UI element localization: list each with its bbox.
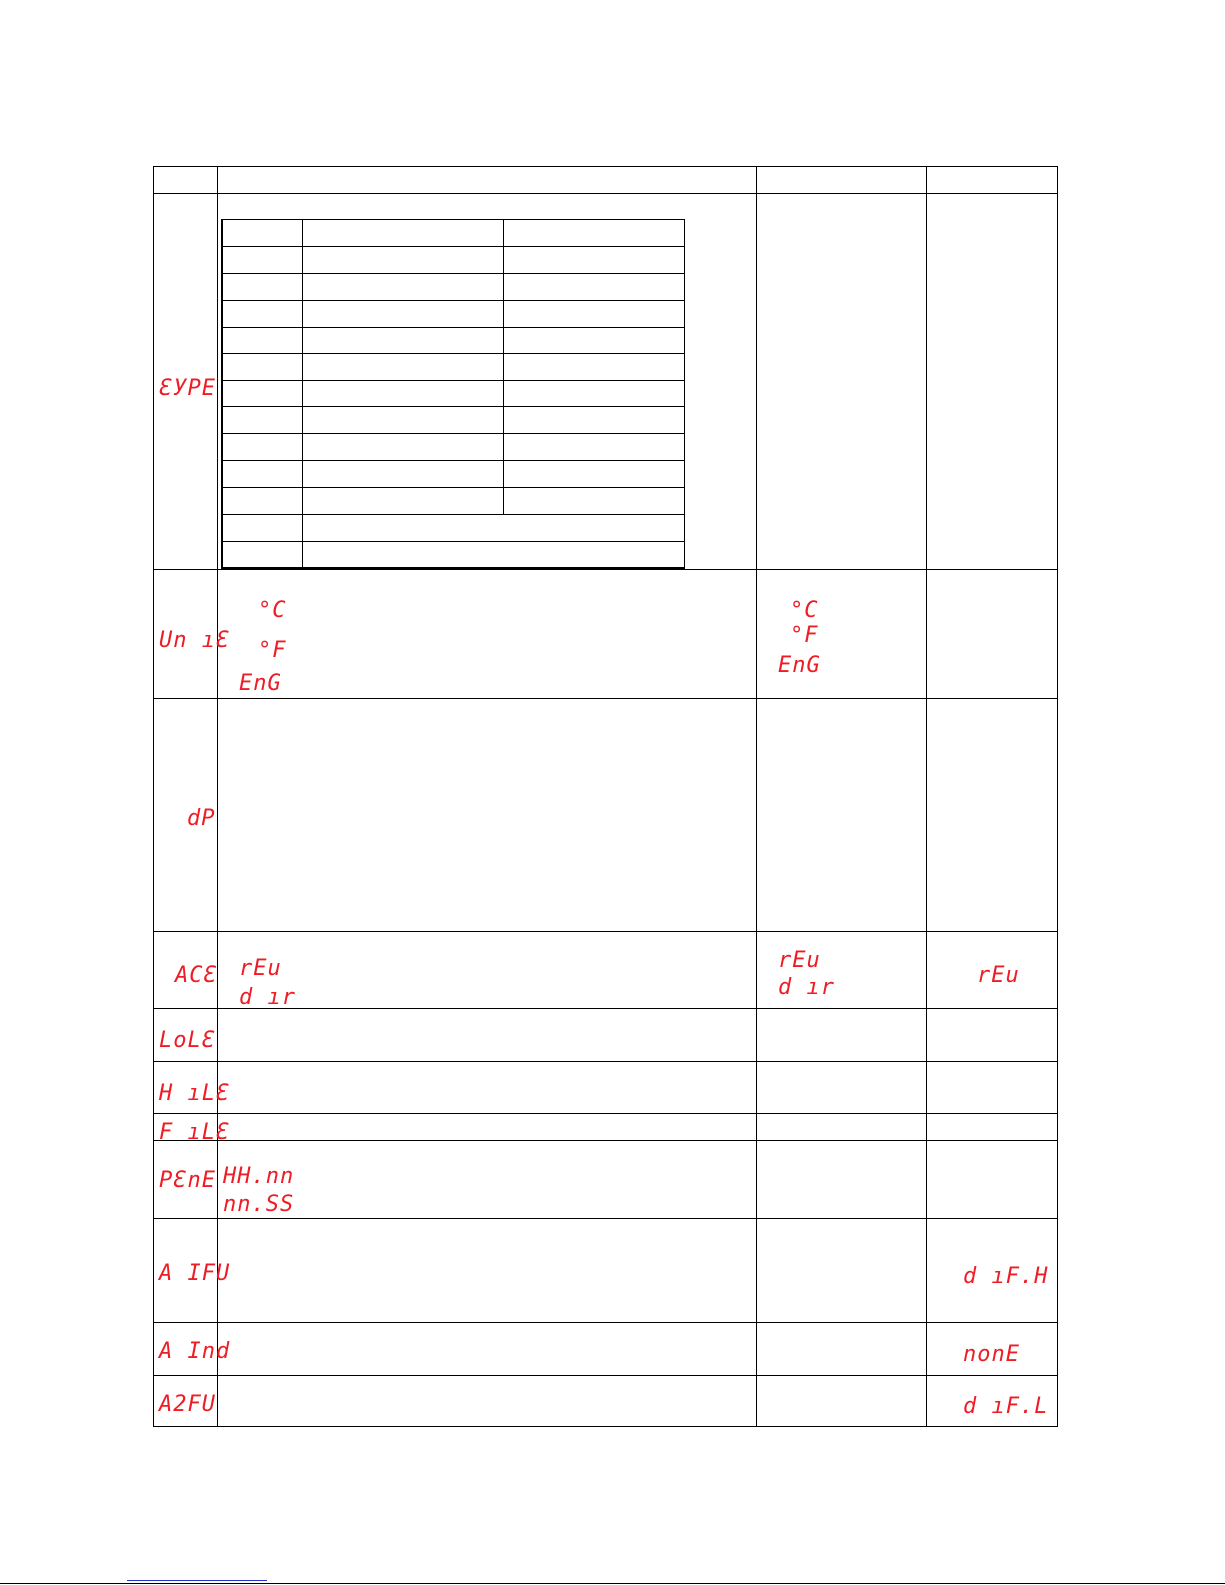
row-divider bbox=[153, 1140, 1058, 1141]
param-code-a1md: A Ind bbox=[159, 1339, 231, 1364]
subtable-row-line bbox=[221, 380, 685, 381]
act-range-dir: d ır bbox=[778, 975, 835, 1000]
ptme-option-hhmm: HH.nn bbox=[223, 1164, 295, 1189]
unit-option-f: °F bbox=[258, 638, 287, 663]
unit-option-c: °C bbox=[258, 598, 287, 623]
param-code-lolt: LoLƐ bbox=[159, 1028, 216, 1053]
param-code-a2fu: A2FU bbox=[159, 1392, 216, 1417]
ptme-option-mmss: nn.SS bbox=[223, 1192, 295, 1217]
unit-option-eng: EnG bbox=[239, 671, 282, 696]
act-option-rev: rEu bbox=[239, 956, 282, 981]
param-code-dp: dP bbox=[187, 806, 216, 831]
subtable-row-line bbox=[221, 487, 685, 488]
subtable-border-right bbox=[684, 219, 685, 569]
param-code-filt: F ıLƐ bbox=[159, 1120, 231, 1145]
col-divider-3 bbox=[926, 166, 927, 1427]
row-divider bbox=[153, 1218, 1058, 1219]
table-border-bottom bbox=[153, 1426, 1058, 1427]
subtable-row-line bbox=[221, 541, 685, 542]
header-row-divider bbox=[153, 193, 1058, 194]
row-divider bbox=[153, 931, 1058, 932]
col-divider-1 bbox=[217, 166, 218, 1427]
param-code-a1fu: A IFU bbox=[159, 1261, 231, 1286]
footer-link-underline bbox=[127, 1580, 267, 1581]
table-border-top bbox=[153, 166, 1058, 167]
param-code-hilt: H ıLƐ bbox=[159, 1081, 231, 1106]
row-divider bbox=[153, 1375, 1058, 1376]
footer-rule bbox=[0, 1583, 1225, 1584]
act-default: rEu bbox=[977, 963, 1020, 988]
a1md-default: nonE bbox=[963, 1342, 1020, 1367]
subtable-row-line bbox=[221, 353, 685, 354]
subtable-row-line bbox=[221, 460, 685, 461]
subtable-row-line bbox=[221, 300, 685, 301]
subtable-row-line bbox=[221, 514, 685, 515]
a1fu-default: d ıF.H bbox=[963, 1264, 1049, 1289]
subtable-col-divider bbox=[503, 219, 504, 514]
table-border-right bbox=[1057, 166, 1058, 1427]
subtable-row-line bbox=[221, 433, 685, 434]
unit-range-f: °F bbox=[790, 623, 819, 648]
subtable-row-line bbox=[221, 273, 685, 274]
subtable-border-bottom bbox=[221, 567, 685, 569]
row-divider bbox=[153, 1113, 1058, 1114]
subtable-border-left bbox=[221, 219, 223, 569]
a2fu-default: d ıF.L bbox=[963, 1394, 1049, 1419]
act-range-rev: rEu bbox=[778, 948, 821, 973]
subtable-col-divider bbox=[302, 219, 303, 569]
unit-range-c: °C bbox=[790, 598, 819, 623]
param-code-type: ƐУPE bbox=[159, 376, 216, 401]
subtable-row-line bbox=[221, 327, 685, 328]
row-divider bbox=[153, 569, 1058, 570]
unit-range-eng: EnG bbox=[778, 653, 821, 678]
row-divider bbox=[153, 1061, 1058, 1062]
row-divider bbox=[153, 698, 1058, 699]
param-code-unit: Un ıƐ bbox=[159, 628, 231, 653]
param-code-ptme: PƐnE bbox=[159, 1168, 216, 1193]
table-border-left bbox=[153, 166, 154, 1427]
col-divider-2 bbox=[756, 166, 757, 1427]
subtable-row-line bbox=[221, 246, 685, 247]
subtable-row-line bbox=[221, 406, 685, 407]
row-divider bbox=[153, 1322, 1058, 1323]
param-code-act: ACƐ bbox=[175, 963, 218, 988]
act-option-dir: d ır bbox=[239, 985, 296, 1010]
subtable-row-line bbox=[221, 219, 685, 220]
